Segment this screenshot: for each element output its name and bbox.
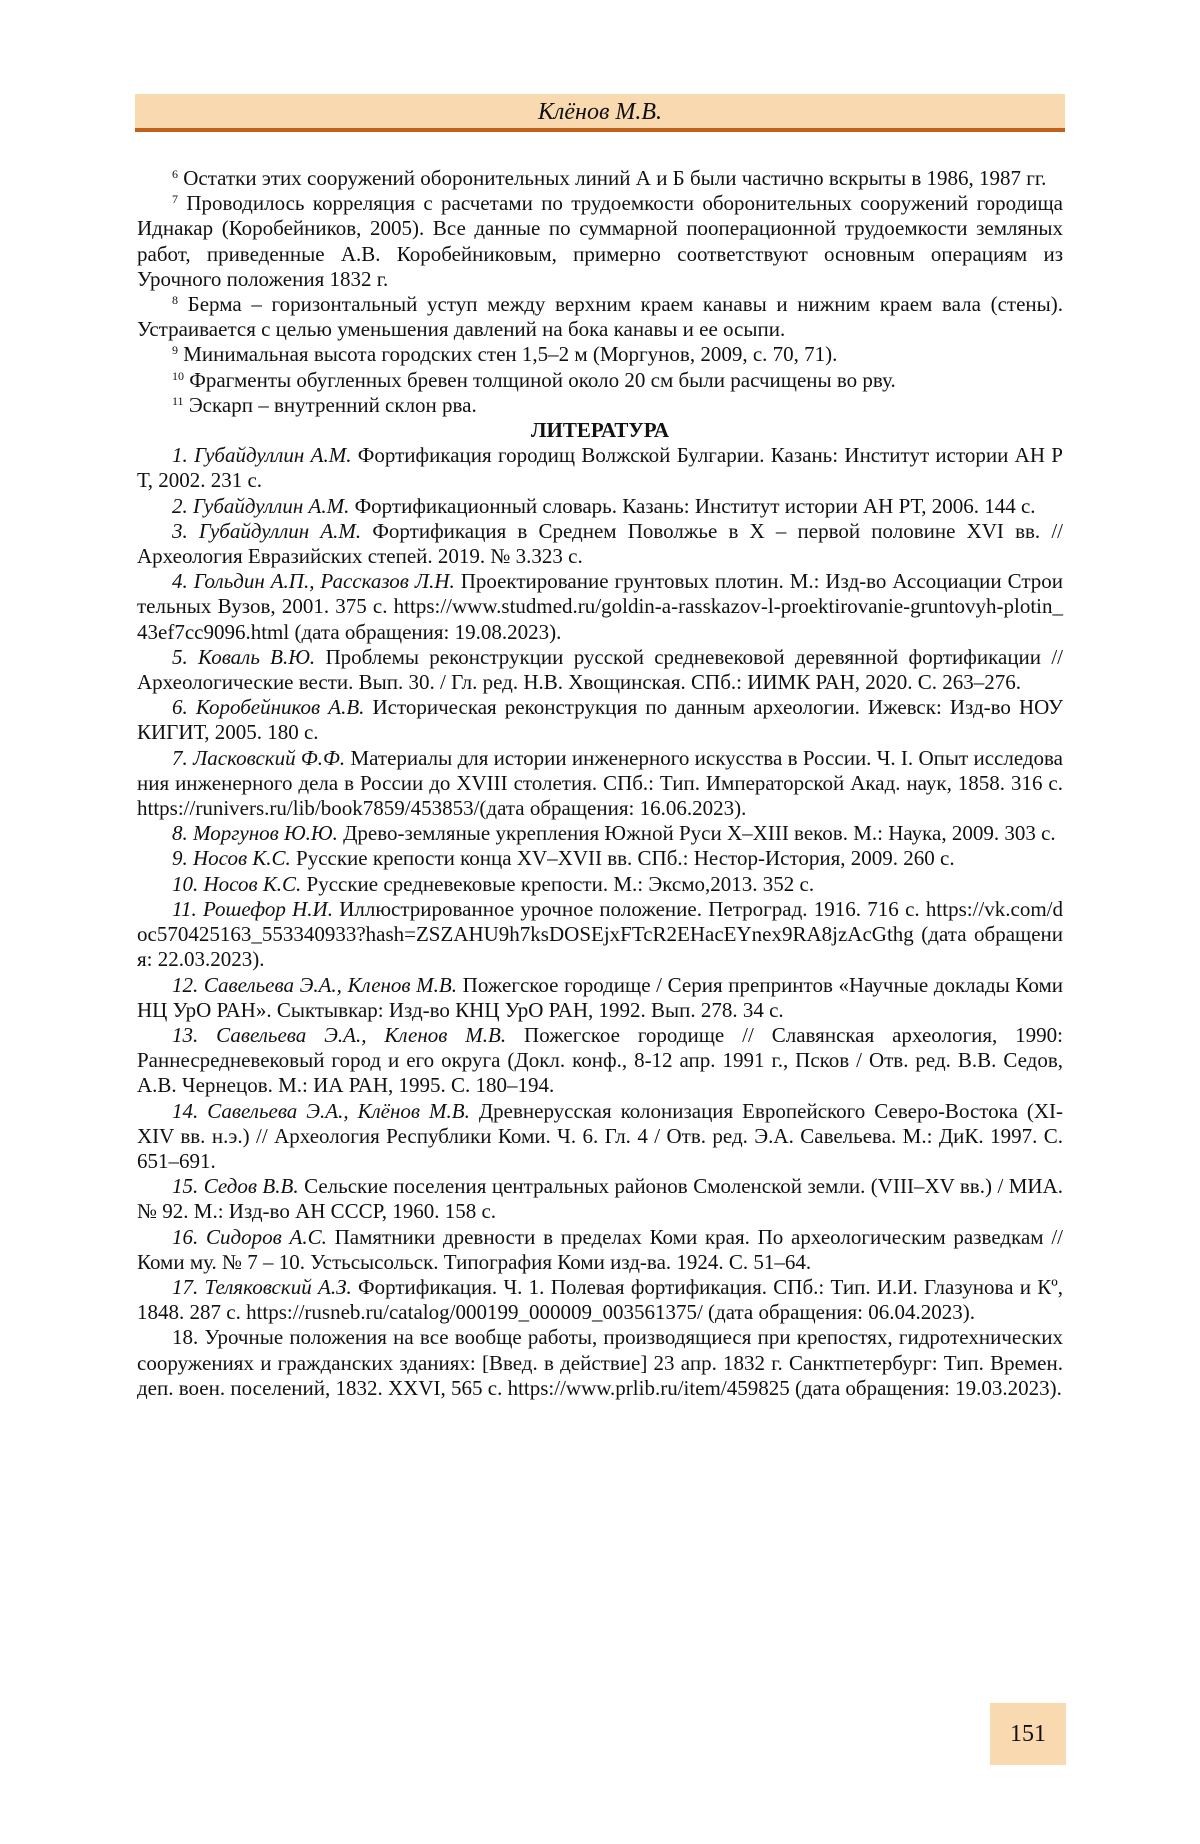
reference-author: Губайдуллин А.М.	[193, 493, 350, 518]
reference-item	[137, 569, 1063, 645]
reference-author: Савельева Э.А., Кленов М.В.	[216, 1022, 507, 1047]
footnote-number: 7	[172, 192, 178, 207]
reference-number: 3.	[172, 518, 188, 543]
reference-author: Коваль В.Ю.	[198, 644, 316, 669]
reference-item	[137, 1325, 1063, 1401]
reference-number: 2.	[172, 493, 188, 518]
reference-number: 8.	[172, 821, 188, 846]
reference-number: 6.	[172, 695, 188, 720]
reference-item	[137, 1023, 1063, 1099]
reference-number: 18.	[172, 1325, 199, 1350]
reference-number: 4.	[172, 569, 188, 594]
footnote-text: Остатки этих сооружений оборонительных линий А и Б были частично вскрыты в 1986, 1987 гг.	[183, 166, 1047, 190]
reference-author: Ласковский Ф.Ф.	[193, 745, 346, 770]
reference-author: Теляковский А.З.	[204, 1274, 352, 1299]
reference-text: Проблемы реконструкции русской средневековой деревянной фортификации // Археологические вести. Вып. 30. / Гл. ред. Н.В. Хвощинская. СПб.: ИИМК РАН, 2020. С. 263–276.	[137, 644, 1063, 695]
reference-author: Носов К.С.	[203, 871, 302, 896]
reference-author: Сидоров А.С.	[206, 1224, 327, 1249]
reference-item	[137, 1275, 1063, 1325]
running-header	[135, 94, 1065, 132]
reference-text: Русские крепости конца XV–XVII вв. СПб.: Нестор-История, 2009. 260 с.	[290, 846, 955, 871]
reference-list	[137, 443, 1063, 1401]
reference-number: 17.	[172, 1274, 199, 1299]
footnote-text: Берма – горизонтальный уступ между верхним краем канавы и нижним краем вала (стены). Устраивается с целью уменьшения давлений на бока канавы и ее осыпи.	[137, 292, 1064, 342]
reference-author: Коробейников А.В.	[195, 695, 365, 720]
reference-item	[137, 872, 1063, 897]
reference-author: Савельева Э.А., Кленов М.В.	[203, 972, 458, 997]
footnote-text: Проводилось корреляция с расчетами по трудоемкости оборонительных сооружений городища Иднакар (Коробейников, 2005). Все данные по суммарной пооперационной трудоемкости земляных работ, приведенные А.В. Коробейниковым, примерно соответствуют основным операциям из Урочного положения 1832 г.	[137, 191, 1063, 291]
reference-author: Губайдуллин А.М.	[198, 518, 362, 543]
footnotes	[137, 166, 1063, 418]
reference-number: 16.	[172, 1224, 199, 1249]
reference-text: Иллюстрированное урочное положение. Петроград. 1916. 716 с. https://vk.com/doc570425163_553340933?hash=ZSZAHU9h7ksDOSEjxFTcR2EHacEYnex9RA8jzAcGthg (дата обращения: 22.03.2023).	[137, 896, 1064, 972]
reference-item	[137, 645, 1063, 695]
reference-text: Материалы для истории инженерного искусства в России. Ч. I. Опыт исследования инженерного дела в России до XVIII столетия. СПб.: Тип. Императорской Акад. наук, 1858. 316 с. https://runivers.ru/lib/book7859/453853/(дата обращения: 16.06.2023).	[137, 745, 1064, 821]
reference-number: 15.	[172, 1174, 199, 1199]
reference-author: Моргунов Ю.Ю.	[193, 821, 338, 846]
footnote	[137, 342, 1063, 367]
reference-item	[137, 443, 1063, 493]
footnote	[137, 292, 1063, 342]
footnote	[137, 368, 1063, 393]
reference-item	[137, 846, 1063, 871]
reference-text: Фортификационный словарь. Казань: Институт истории АН РТ, 2006. 144 с.	[349, 493, 1036, 518]
reference-text: Пожегское городище // Славянская археология, 1990: Раннесредневековый город и его округа (Докл. конф., 8-12 апр. 1991 г., Псков / Отв. ред. В.В. Седов, А.В. Чернецов. М.: ИА РАН, 1995. С. 180–194.	[137, 1022, 1064, 1098]
footnote-text: Эскарп – внутренний склон рва.	[188, 392, 477, 417]
reference-author: Савельева Э.А., Клёнов М.В.	[207, 1098, 470, 1123]
footnote-number: 8	[172, 293, 178, 308]
reference-text: Историческая реконструкция по данным археологии. Ижевск: Изд-во НОУ КИГИТ, 2005. 180 с.	[137, 695, 1064, 745]
reference-text: Памятники древности в пределах Коми края. По археологическим разведкам // Коми му. № 7 – 10. Устьсысольск. Типография Коми изд-ва. 1924. С. 51–64.	[137, 1224, 1063, 1274]
page-content	[137, 166, 1063, 1401]
reference-text: Сельские поселения центральных районов Смоленской земли. (VIII–XV вв.) / МИА. № 92. М.: Изд-во АН СССР, 1960. 158 с.	[137, 1174, 1064, 1224]
reference-text: Русские средневековые крепости. М.: Эксмо,2013. 352 с.	[301, 871, 815, 896]
reference-item	[137, 494, 1063, 519]
reference-text: Древнерусская колонизация Европейского Северо-Востока (XI-XIV вв. н.э.) // Археология Республики Коми. Ч. 6. Гл. 4 / Отв. ред. Э.А. Савельева. М.: ДиК. 1997. С. 651–691.	[137, 1098, 1064, 1173]
footnote-text: Минимальная высота городских стен 1,5–2 м (Моргунов, 2009, с. 70, 71).	[183, 342, 838, 367]
reference-text: Фортификация в Среднем Поволжье в X – первой половине XVI вв. // Археология Евразийских степей. 2019. № 3.323 с.	[137, 518, 1063, 569]
reference-number: 5.	[172, 644, 188, 669]
reference-text: Пожегское городище / Серия препринтов «Научные доклады Коми НЦ УрО РАН». Сыктывкар: Изд-во КНЦ УрО РАН, 1992. Вып. 278. 34 с.	[137, 972, 1063, 1022]
reference-text: Проектирование грунтовых плотин. М.: Изд-во Ассоциации Строительных Вузов, 2001. 375 с. https://www.studmed.ru/goldin-a-rasskazov-l-proektirovanie-gruntovyh-plotin_43ef7cc9096.html (дата обращения: 19.08.2023).	[137, 569, 1064, 644]
reference-item	[137, 1099, 1063, 1175]
footnote-number: 6	[172, 167, 178, 181]
page-number: 151	[990, 1703, 1066, 1765]
reference-number: 9.	[172, 846, 188, 871]
reference-number: 1.	[172, 443, 188, 468]
literature-title: ЛИТЕРАТУРА	[530, 418, 670, 443]
reference-item	[137, 897, 1063, 973]
reference-number: 10.	[172, 871, 199, 896]
reference-item	[137, 746, 1063, 822]
reference-number: 14.	[172, 1098, 199, 1123]
reference-text: Урочные положения на все вообще работы, производящиеся при крепостях, гидротехнических сооружениях и гражданских зданиях: [Введ. в действие] 23 апр. 1832 г. Санктпетербург: Тип. Времен. деп. воен. поселений, 1832. XXVI, 565 с. https://www.prlib.ru/item/459825 (дата обращения: 19.03.2023).	[137, 1325, 1063, 1400]
footnote	[137, 393, 1063, 418]
reference-author: Седов В.В.	[203, 1174, 299, 1199]
reference-author: Рошефор Н.И.	[202, 896, 333, 921]
reference-number: 11.	[172, 896, 197, 921]
footnote-number: 9	[172, 343, 178, 358]
footnote-number: 10	[172, 368, 184, 383]
reference-text: Фортификация. Ч. 1. Полевая фортификация. СПб.: Тип. И.И. Глазунова и Кº, 1848. 287 с. https://rusneb.ru/catalog/000199_000009_003561375/ (дата обращения: 06.04.2023).	[137, 1274, 1063, 1325]
reference-number: 7.	[172, 745, 188, 770]
reference-author: Гольдин А.П., Рассказов Л.Н.	[193, 569, 455, 594]
reference-text: Древо-земляные укрепления Южной Руси X–XIII веков. М.: Наука, 2009. 303 с.	[337, 821, 1056, 846]
header-author: Клёнов М.В.	[537, 99, 663, 125]
reference-item	[137, 821, 1063, 846]
footnote-number: 11	[172, 393, 184, 408]
reference-text: Фортификация городищ Волжской Булгарии. Казань: Институт истории АН РТ, 2002. 231 с.	[137, 443, 1063, 493]
reference-author: Носов К.С.	[193, 846, 291, 871]
footnote	[137, 166, 1063, 191]
footnote-text: Фрагменты обугленных бревен толщиной около 20 см были расчищены во рву.	[189, 367, 896, 392]
reference-item	[137, 973, 1063, 1023]
reference-item	[137, 695, 1063, 745]
reference-item	[137, 1225, 1063, 1275]
reference-item	[137, 1174, 1063, 1224]
footnote	[137, 191, 1063, 292]
reference-number: 13.	[172, 1022, 199, 1047]
reference-item	[137, 519, 1063, 569]
reference-number: 12.	[172, 972, 199, 997]
reference-author: Губайдуллин А.М.	[194, 443, 352, 468]
